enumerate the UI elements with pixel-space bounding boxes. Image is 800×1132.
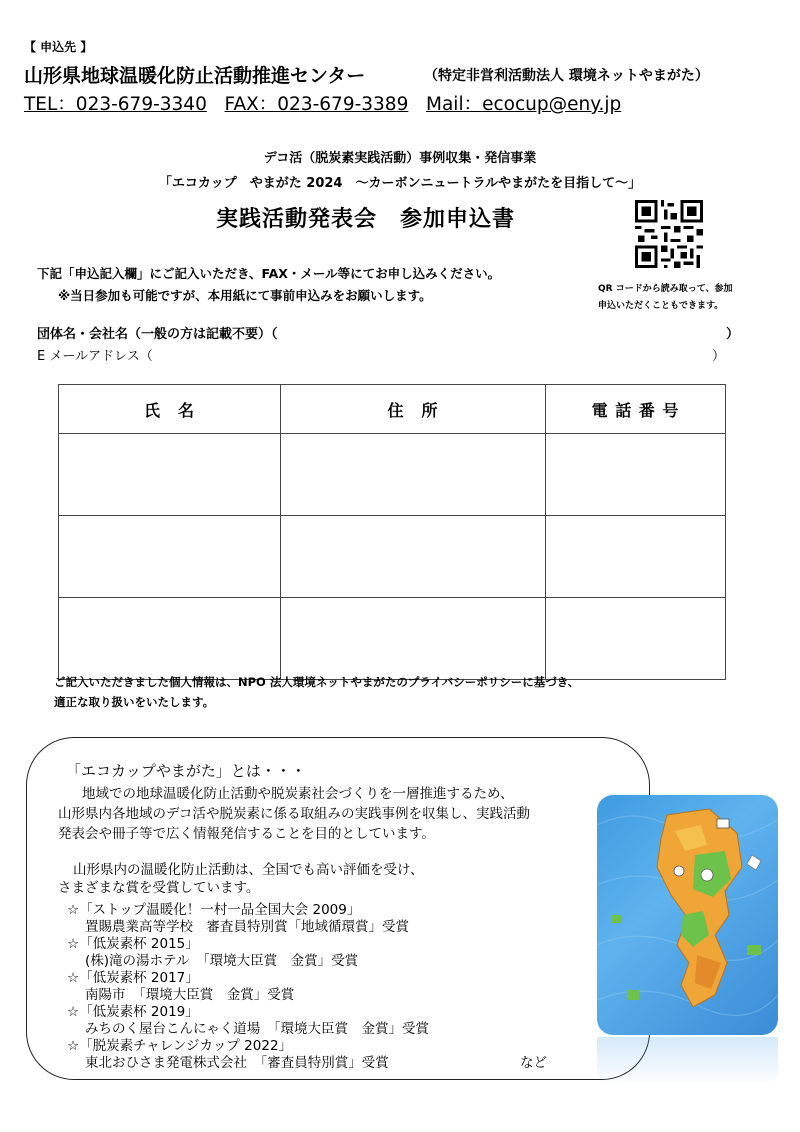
about-text: 発表会や冊子等で広く情報発信することを目的としています。 (58, 826, 435, 842)
instruction-line2: ※当日参加も可能ですが、本用紙にて事前申込みをお願いします。 (58, 288, 432, 303)
address-cell[interactable] (281, 434, 546, 516)
award-detail: みちのく屋台こんにゃく道場 「環境大臣賞 金賞」受賞 (85, 1021, 429, 1037)
award-title: ☆「低炭素杯 2017」 (67, 970, 199, 986)
qr-note-line2: 申込いただくこともできます。 (598, 301, 724, 311)
email-close: ） (712, 349, 726, 364)
fax-number: FAX：023-679-3389 (224, 94, 409, 115)
qr-note-line1: QR コードから読み取って、参加 (598, 284, 733, 294)
about-heading: 「エコカップやまがた」とは・・・ (66, 762, 306, 780)
award-detail: 東北おひさま発電株式会社 「審査員特別賞」受賞 (85, 1055, 389, 1071)
table-row (59, 516, 726, 598)
about-text: 山形県内各地域のデコ活や脱炭素に係る取組みの実践事例を収集し、実践活動 (58, 806, 530, 822)
about-text: 山形県内の温暖化防止活動は、全国でも高い評価を受け、 (73, 862, 424, 878)
award-detail: 南陽市 「環境大臣賞 金賞」受賞 (85, 987, 295, 1003)
award-title: ☆「低炭素杯 2019」 (67, 1004, 199, 1020)
name-cell[interactable] (59, 434, 281, 516)
award-title: ☆「脱炭素チャレンジカップ 2022」 (67, 1038, 293, 1054)
phone-cell[interactable] (546, 598, 726, 680)
phone-cell[interactable] (546, 434, 726, 516)
award-detail: (株)滝の湯ホテル 「環境大臣賞 金賞」受賞 (85, 953, 359, 969)
project-subtitle: デコ活（脱炭素実践活動）事例収集・発信事業 (263, 151, 537, 166)
address-cell[interactable] (281, 516, 546, 598)
contact-line (24, 90, 621, 116)
instruction-line1: 下記「申込記入欄」にご記入いただき、FAX・メール等にてお申し込みください。 (37, 266, 501, 281)
table-row (59, 598, 726, 680)
privacy-line1: ご記入いただきました個人情報は、NPO 法人環境ネットやまがたのプライバシーポリシーに基づき、 (54, 675, 580, 689)
illustration-reflection (597, 1037, 778, 1087)
event-subtitle: 「エコカップ やまがた 2024 ～カーボンニュートラルやまがたを目指して～」 (158, 176, 642, 191)
name-cell[interactable] (59, 598, 281, 680)
privacy-line2: 適正な取り扱いをいたします。 (54, 695, 215, 709)
award-title: ☆「ストップ温暖化！一村一品全国大会 2009」 (67, 902, 361, 918)
header-address: 住 所 (281, 385, 546, 434)
award-detail: 置賜農業高等学校 審査員特別賞「地域循環賞」受賞 (85, 919, 409, 935)
name-cell[interactable] (59, 516, 281, 598)
registration-table (58, 384, 726, 680)
page-title: 実践活動発表会 参加申込書 (216, 207, 516, 232)
award-title: ☆「低炭素杯 2015」 (67, 936, 199, 952)
group-name-label: 団体名・会社名（一般の方は記載不要）（ (37, 327, 278, 342)
table-row (59, 434, 726, 516)
header-name: 氏 名 (59, 385, 281, 434)
about-text: 地域での地球温暖化防止活動や脱炭素社会づくりを一層推進するため、 (82, 786, 514, 802)
awards-suffix: など (520, 1055, 547, 1071)
qr-code-icon[interactable] (635, 200, 703, 268)
email-label: E メールアドレス（ (37, 349, 153, 364)
group-name-close: ） (726, 327, 740, 342)
yamagata-puzzle-map-illustration (597, 795, 778, 1035)
address-cell[interactable] (281, 598, 546, 680)
table-header-row (59, 385, 726, 434)
mail-address[interactable]: Mail：ecocup@eny.jp (426, 94, 622, 115)
apply-to-label: 【 申込先 】 (24, 40, 93, 54)
phone-cell[interactable] (546, 516, 726, 598)
qr-note (598, 281, 733, 315)
tel-number: TEL：023-679-3340 (24, 94, 207, 115)
organization-name: （特定非営利活動法人 環境ネットやまがた） (424, 68, 709, 84)
about-text: さまざまな賞を受賞しています。 (58, 880, 260, 896)
center-name: 山形県地球温暖化防止活動推進センター (24, 65, 366, 87)
header-phone: 電 話 番 号 (546, 385, 726, 434)
